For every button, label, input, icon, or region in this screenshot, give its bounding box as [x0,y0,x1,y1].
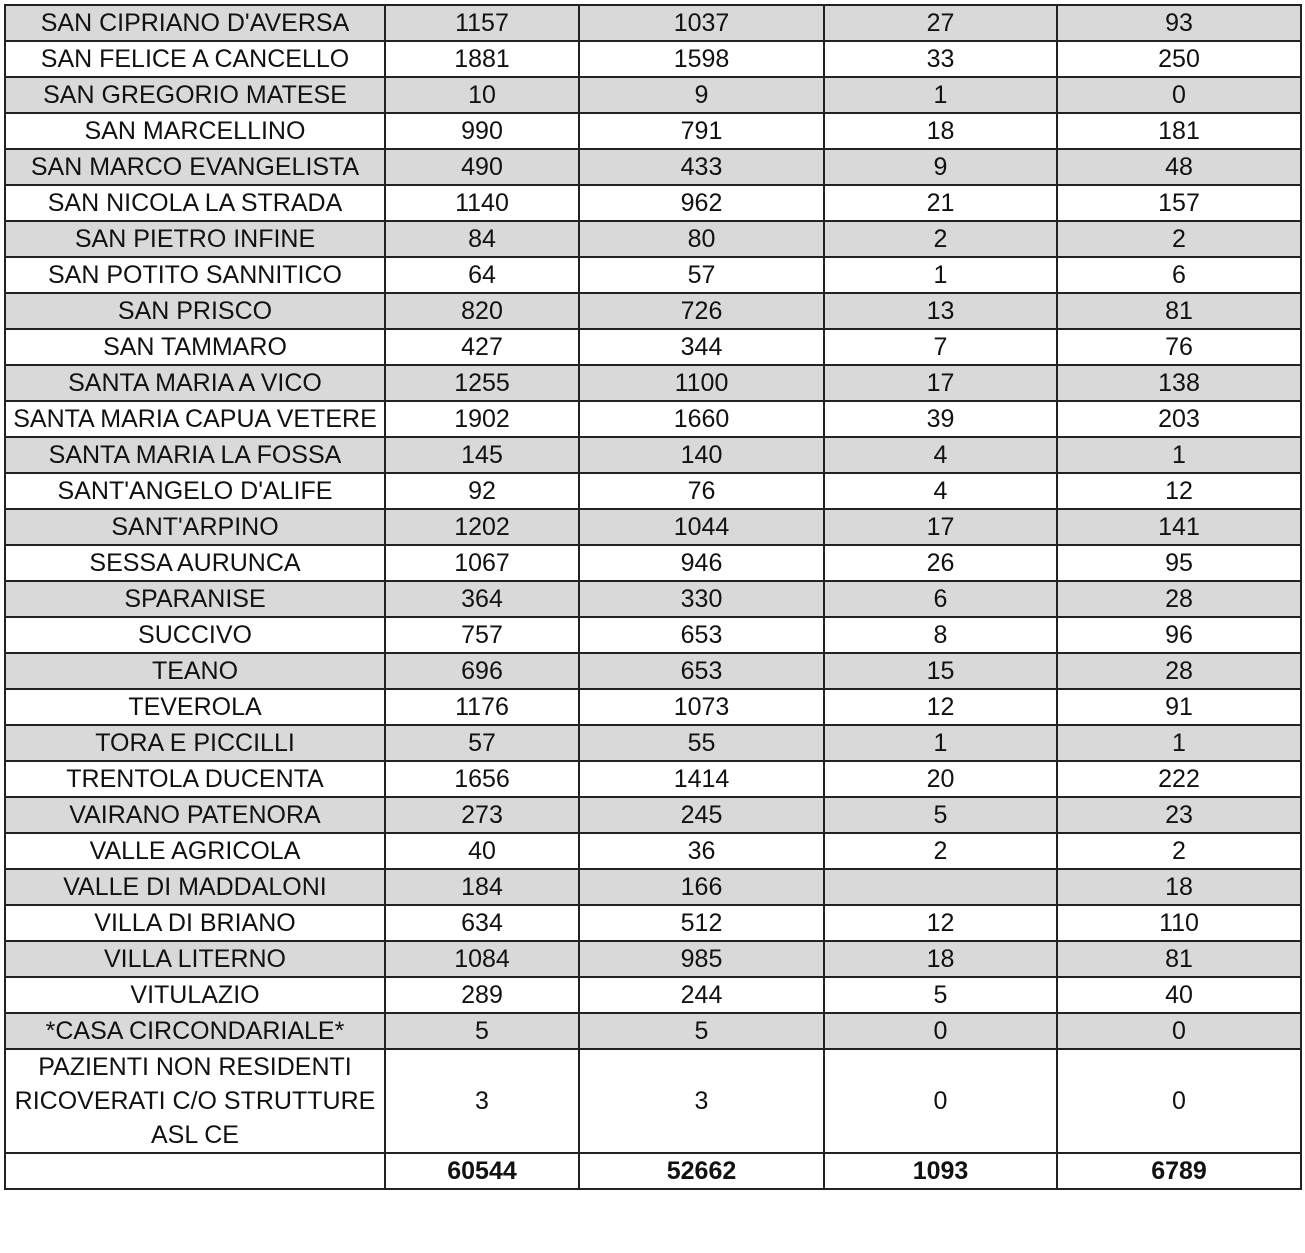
cell-municipality: SUCCIVO [5,617,385,653]
table-row [5,257,1301,293]
cell-value-1: 289 [385,977,579,1013]
cell-value-1: 84 [385,221,579,257]
cell-value-2: 1044 [579,509,824,545]
cell-municipality: VILLA DI BRIANO [5,905,385,941]
table-row [5,401,1301,437]
cell-value-4: 110 [1057,905,1301,941]
cell-municipality: SAN NICOLA LA STRADA [5,185,385,221]
cell-value-3: 12 [824,905,1057,941]
cell-value-1: 1157 [385,5,579,41]
table-row [5,869,1301,905]
table-row [5,293,1301,329]
cell-value-2: 57 [579,257,824,293]
cell-municipality: SAN CIPRIANO D'AVERSA [5,5,385,41]
cell-value-4: 81 [1057,941,1301,977]
cell-value-4: 95 [1057,545,1301,581]
cell-value-3: 12 [824,689,1057,725]
cell-value-1: 40 [385,833,579,869]
cell-municipality: SAN MARCO EVANGELISTA [5,149,385,185]
cell-municipality: SAN PRISCO [5,293,385,329]
cell-value-2: 80 [579,221,824,257]
cell-value-3: 4 [824,473,1057,509]
cell-value-2: 946 [579,545,824,581]
cell-total-label [5,1153,385,1189]
cell-value-3: 6 [824,581,1057,617]
cell-value-3: 0 [824,1049,1057,1153]
cell-value-4: 12 [1057,473,1301,509]
table-row [5,221,1301,257]
cell-value-2: 1073 [579,689,824,725]
table-row [5,5,1301,41]
cell-municipality: VALLE AGRICOLA [5,833,385,869]
cell-municipality: VALLE DI MADDALONI [5,869,385,905]
cell-value-3: 7 [824,329,1057,365]
cell-municipality: SAN TAMMARO [5,329,385,365]
cell-value-4: 6 [1057,257,1301,293]
cell-value-4: 0 [1057,1013,1301,1049]
cell-value-4: 0 [1057,77,1301,113]
cell-value-2: 344 [579,329,824,365]
cell-value-1: 1881 [385,41,579,77]
cell-value-4: 23 [1057,797,1301,833]
cell-value-3: 15 [824,653,1057,689]
cell-value-1: 634 [385,905,579,941]
cell-value-3: 9 [824,149,1057,185]
cell-value-2: 166 [579,869,824,905]
table-row [5,437,1301,473]
cell-value-2: 5 [579,1013,824,1049]
cell-value-4: 93 [1057,5,1301,41]
table-row [5,725,1301,761]
cell-value-2: 140 [579,437,824,473]
cell-value-4: 0 [1057,1049,1301,1153]
cell-municipality: VILLA LITERNO [5,941,385,977]
cell-value-4: 2 [1057,221,1301,257]
cell-value-4: 76 [1057,329,1301,365]
cell-value-2: 1660 [579,401,824,437]
cell-value-3: 8 [824,617,1057,653]
cell-value-3: 1 [824,725,1057,761]
cell-municipality: TRENTOLA DUCENTA [5,761,385,797]
cell-municipality: VITULAZIO [5,977,385,1013]
table-row [5,509,1301,545]
cell-municipality: SANTA MARIA A VICO [5,365,385,401]
table-row [5,329,1301,365]
cell-value-3: 5 [824,797,1057,833]
cell-value-1: 490 [385,149,579,185]
cell-value-4: 157 [1057,185,1301,221]
cell-value-3: 18 [824,113,1057,149]
cell-value-2: 330 [579,581,824,617]
cell-value-1: 1176 [385,689,579,725]
cell-value-1: 10 [385,77,579,113]
cell-value-1: 184 [385,869,579,905]
cell-municipality: SPARANISE [5,581,385,617]
cell-value-1: 757 [385,617,579,653]
cell-value-4: 81 [1057,293,1301,329]
cell-value-1: 64 [385,257,579,293]
cell-value-2: 9 [579,77,824,113]
table-row [5,41,1301,77]
cell-value-2: 433 [579,149,824,185]
cell-total-4: 6789 [1057,1153,1301,1189]
cell-value-2: 985 [579,941,824,977]
table-row-nonresident [5,1049,1301,1153]
cell-value-3: 39 [824,401,1057,437]
table-row [5,365,1301,401]
cell-value-2: 653 [579,617,824,653]
cell-value-4: 203 [1057,401,1301,437]
table-row [5,473,1301,509]
cell-value-3: 33 [824,41,1057,77]
cell-value-4: 181 [1057,113,1301,149]
cell-municipality: VAIRANO PATENORA [5,797,385,833]
cell-value-3: 17 [824,365,1057,401]
table-row [5,761,1301,797]
cell-value-1: 1140 [385,185,579,221]
table-row [5,905,1301,941]
cell-value-2: 1100 [579,365,824,401]
cell-value-4: 28 [1057,581,1301,617]
cell-value-2: 76 [579,473,824,509]
cell-value-3: 27 [824,5,1057,41]
cell-nonresident-label: PAZIENTI NON RESIDENTI RICOVERATI C/O STRUTTURE ASL CE [5,1049,385,1153]
cell-value-1: 1067 [385,545,579,581]
table-row [5,113,1301,149]
municipality-table [4,4,1302,1190]
cell-value-2: 3 [579,1049,824,1153]
cell-municipality: SANTA MARIA LA FOSSA [5,437,385,473]
cell-value-3: 13 [824,293,1057,329]
cell-value-3: 4 [824,437,1057,473]
table-row [5,545,1301,581]
cell-value-4: 1 [1057,725,1301,761]
cell-value-2: 36 [579,833,824,869]
table-row [5,185,1301,221]
cell-municipality: TEVEROLA [5,689,385,725]
cell-value-4: 96 [1057,617,1301,653]
cell-value-3: 20 [824,761,1057,797]
cell-value-1: 1084 [385,941,579,977]
cell-value-3: 21 [824,185,1057,221]
cell-value-2: 244 [579,977,824,1013]
table-row [5,617,1301,653]
table-row [5,977,1301,1013]
table-row [5,653,1301,689]
cell-municipality: SANT'ARPINO [5,509,385,545]
cell-total-2: 52662 [579,1153,824,1189]
cell-value-2: 245 [579,797,824,833]
table-row [5,1013,1301,1049]
cell-value-3: 26 [824,545,1057,581]
cell-municipality: SESSA AURUNCA [5,545,385,581]
table-row [5,689,1301,725]
cell-value-2: 653 [579,653,824,689]
table-row [5,833,1301,869]
cell-value-3: 18 [824,941,1057,977]
cell-value-2: 1037 [579,5,824,41]
cell-value-1: 1202 [385,509,579,545]
cell-value-1: 696 [385,653,579,689]
cell-value-1: 820 [385,293,579,329]
cell-value-4: 250 [1057,41,1301,77]
cell-value-4: 18 [1057,869,1301,905]
cell-value-2: 791 [579,113,824,149]
cell-municipality: SAN GREGORIO MATESE [5,77,385,113]
cell-value-4: 40 [1057,977,1301,1013]
cell-value-2: 962 [579,185,824,221]
cell-value-1: 5 [385,1013,579,1049]
cell-value-4: 2 [1057,833,1301,869]
table-body [5,5,1301,1189]
cell-value-1: 57 [385,725,579,761]
cell-municipality: TEANO [5,653,385,689]
cell-value-4: 28 [1057,653,1301,689]
cell-value-3: 2 [824,833,1057,869]
table-row [5,77,1301,113]
cell-value-1: 273 [385,797,579,833]
table-row [5,149,1301,185]
cell-municipality: TORA E PICCILLI [5,725,385,761]
cell-value-4: 141 [1057,509,1301,545]
cell-value-1: 145 [385,437,579,473]
cell-value-3: 1 [824,257,1057,293]
cell-value-2: 512 [579,905,824,941]
table-row [5,941,1301,977]
data-table-container [4,4,1302,1190]
cell-value-2: 55 [579,725,824,761]
cell-value-3: 5 [824,977,1057,1013]
cell-value-4: 91 [1057,689,1301,725]
cell-value-3 [824,869,1057,905]
cell-value-1: 1902 [385,401,579,437]
cell-municipality: SAN PIETRO INFINE [5,221,385,257]
cell-value-1: 990 [385,113,579,149]
cell-value-3: 17 [824,509,1057,545]
cell-municipality: SANTA MARIA CAPUA VETERE [5,401,385,437]
cell-municipality: SAN MARCELLINO [5,113,385,149]
cell-total-3: 1093 [824,1153,1057,1189]
cell-municipality: SANT'ANGELO D'ALIFE [5,473,385,509]
cell-municipality: SAN FELICE A CANCELLO [5,41,385,77]
cell-value-1: 427 [385,329,579,365]
table-row-totals [5,1153,1301,1189]
cell-value-4: 222 [1057,761,1301,797]
cell-value-4: 48 [1057,149,1301,185]
cell-value-1: 1656 [385,761,579,797]
table-row [5,797,1301,833]
cell-value-2: 1598 [579,41,824,77]
cell-value-1: 1255 [385,365,579,401]
cell-value-2: 726 [579,293,824,329]
cell-value-4: 138 [1057,365,1301,401]
cell-value-1: 3 [385,1049,579,1153]
cell-municipality: *CASA CIRCONDARIALE* [5,1013,385,1049]
cell-municipality: SAN POTITO SANNITICO [5,257,385,293]
cell-value-1: 364 [385,581,579,617]
cell-value-3: 0 [824,1013,1057,1049]
cell-total-1: 60544 [385,1153,579,1189]
cell-value-1: 92 [385,473,579,509]
cell-value-3: 2 [824,221,1057,257]
cell-value-4: 1 [1057,437,1301,473]
cell-value-2: 1414 [579,761,824,797]
table-row [5,581,1301,617]
cell-value-3: 1 [824,77,1057,113]
